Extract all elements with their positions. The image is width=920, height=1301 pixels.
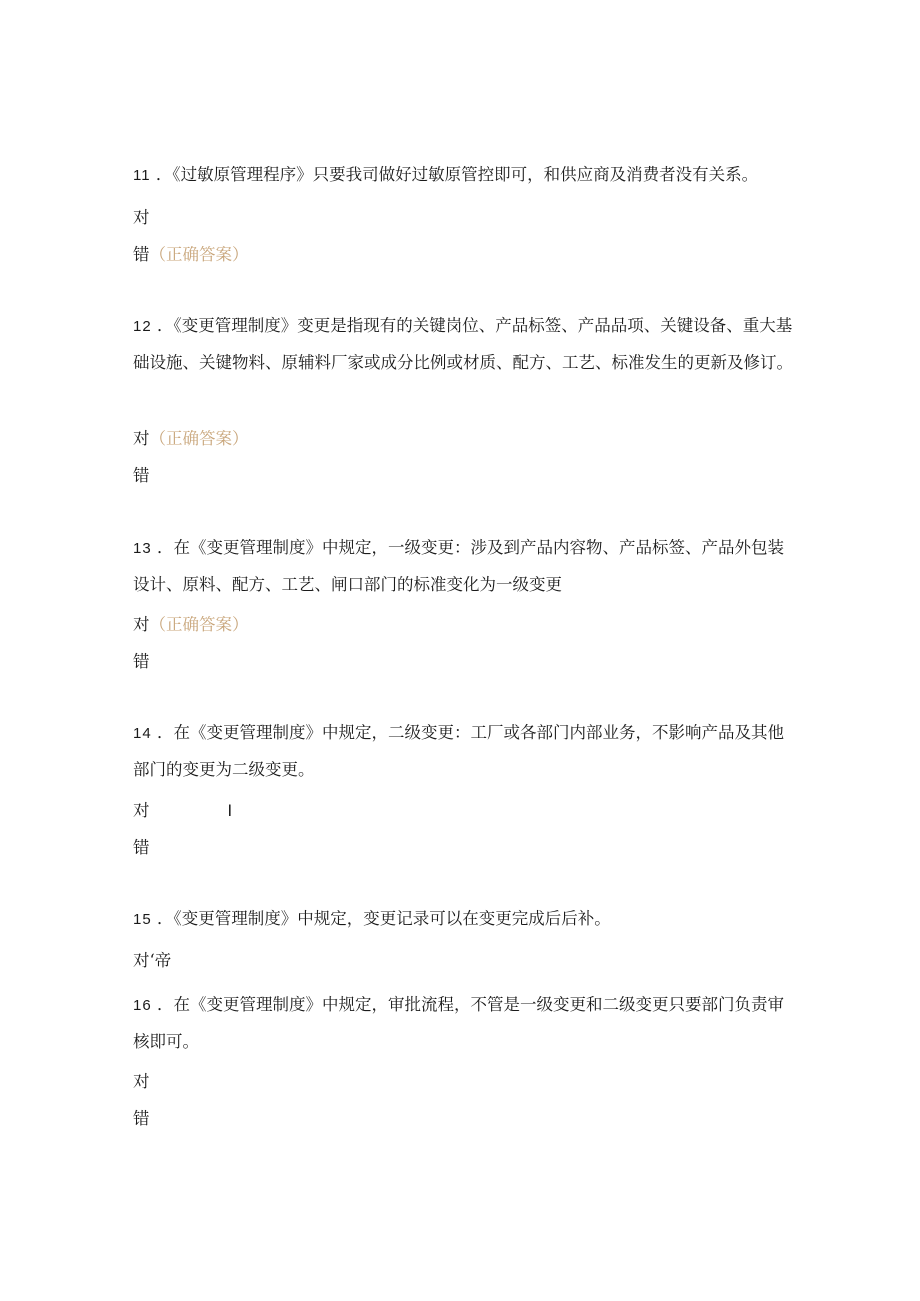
option-true[interactable] bbox=[133, 206, 150, 230]
option-true[interactable] bbox=[133, 427, 249, 451]
option-false[interactable] bbox=[133, 464, 150, 488]
option-label: 对 bbox=[133, 615, 150, 634]
option-label: 错 bbox=[133, 652, 150, 671]
question-text: ．在《变更管理制度》中规定，二级变更：工厂或各部门内部业务，不影响产品及其他部门的变更为二级变更。 bbox=[133, 723, 784, 779]
option-label: 错 bbox=[133, 1109, 150, 1128]
option-false[interactable] bbox=[133, 1107, 150, 1131]
question-text: ．《变更管理制度》中规定，变更记录可以在变更完成后后补。 bbox=[156, 909, 611, 928]
option-label: 对‘帝 bbox=[133, 951, 172, 970]
question-text: ．在《变更管理制度》中规定，审批流程，不管是一级变更和二级变更只要部门负责审核即可。 bbox=[133, 995, 784, 1051]
option-label: 错 bbox=[133, 245, 150, 264]
option-label: 对 bbox=[133, 1072, 150, 1091]
option-label: 对 bbox=[133, 429, 150, 448]
correct-answer-note: （正确答案） bbox=[149, 615, 249, 634]
question-14 bbox=[133, 715, 793, 788]
option-false[interactable] bbox=[133, 650, 150, 674]
option-label: 对 bbox=[133, 208, 150, 227]
question-12 bbox=[133, 308, 793, 381]
question-11 bbox=[133, 157, 793, 194]
option-true[interactable] bbox=[133, 799, 232, 823]
question-13 bbox=[133, 530, 793, 603]
question-number: 14 bbox=[133, 725, 152, 742]
option-true[interactable] bbox=[133, 613, 249, 637]
question-number: 13 bbox=[133, 540, 152, 557]
option-label: 错 bbox=[133, 838, 150, 857]
stray-mark: I bbox=[227, 802, 233, 820]
correct-answer-note: （正确答案） bbox=[149, 429, 249, 448]
question-text: ．在《变更管理制度》中规定，一级变更：涉及到产品内容物、产品标签、产品外包装设计、原料、配方、工艺、闸口部门的标准变化为一级变更 bbox=[133, 538, 784, 594]
question-number: 16 bbox=[133, 997, 152, 1014]
option-false[interactable] bbox=[133, 243, 249, 267]
question-text: ．《变更管理制度》变更是指现有的关键岗位、产品标签、产品品项、关键设备、重大基础设施、关键物料、原辅料厂家或成分比例或材质、配方、工艺、标准发生的更新及修订。 bbox=[133, 316, 793, 372]
option-true[interactable] bbox=[133, 949, 171, 973]
question-number: 11 bbox=[133, 167, 151, 184]
question-16 bbox=[133, 987, 793, 1060]
question-text: ．《过敏原管理程序》只要我司做好过敏原管控即可，和供应商及消费者没有关系。 bbox=[155, 165, 759, 184]
option-false[interactable] bbox=[133, 836, 150, 860]
option-label: 错 bbox=[133, 466, 150, 485]
question-number: 12 bbox=[133, 318, 152, 335]
correct-answer-note: （正确答案） bbox=[149, 245, 249, 264]
question-number: 15 bbox=[133, 911, 152, 928]
option-true[interactable] bbox=[133, 1070, 150, 1094]
option-label: 对 bbox=[133, 801, 150, 820]
question-15 bbox=[133, 901, 793, 938]
